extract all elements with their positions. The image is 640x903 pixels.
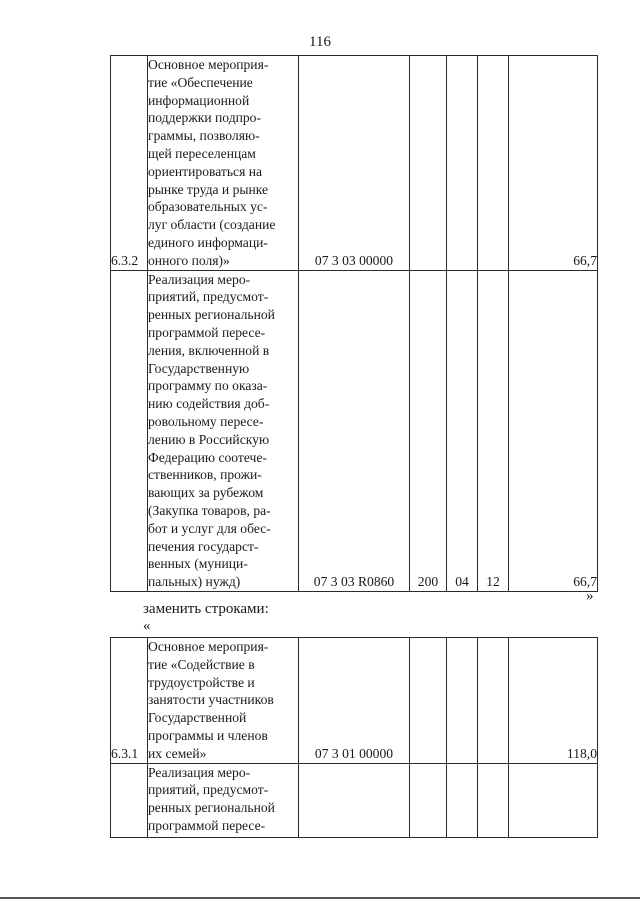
row-code: 07 3 03 R0860 xyxy=(299,270,410,591)
footer-rule xyxy=(0,897,640,899)
row-name xyxy=(148,638,299,764)
row-name-line: рынке труда и рынке xyxy=(148,181,269,197)
budget-table-original xyxy=(110,55,598,592)
table-row xyxy=(111,270,598,591)
row-code xyxy=(299,763,410,837)
table-row xyxy=(111,763,598,837)
row-expense-type xyxy=(410,638,447,764)
budget-table-replacement xyxy=(110,637,598,838)
row-name-line: Государственной xyxy=(148,710,247,726)
row-name-line: приятий, предусмот- xyxy=(148,782,269,798)
row-number xyxy=(111,763,148,837)
row-name-line: Государственную xyxy=(148,360,250,376)
opening-quote: « xyxy=(143,618,151,634)
row-number xyxy=(111,270,148,591)
row-name-line: пальных) нужд) xyxy=(148,574,241,590)
row-name-line: Федерацию соотече- xyxy=(148,449,267,465)
row-expense-type: 200 xyxy=(410,270,447,591)
row-name-line: ориентироваться на xyxy=(148,163,263,179)
row-name-line: приятий, предусмот- xyxy=(148,289,269,305)
row-name-line: луг области (создание xyxy=(148,217,276,233)
row-code: 07 3 03 00000 xyxy=(299,56,410,271)
row-subsection xyxy=(478,56,509,271)
row-name-line: тие «Содействие в xyxy=(148,656,255,672)
table-row xyxy=(111,638,598,764)
row-number: 6.3.1 xyxy=(111,638,148,764)
table-row xyxy=(111,56,598,271)
row-name-line: венных (муници- xyxy=(148,556,248,572)
replace-instruction: заменить строками: xyxy=(143,601,269,617)
row-expense-type xyxy=(410,56,447,271)
row-name-line: единого информаци- xyxy=(148,234,268,250)
row-sum: 66,7 xyxy=(509,56,598,271)
row-sum xyxy=(509,763,598,837)
row-number: 6.3.2 xyxy=(111,56,148,271)
row-name-line: ровольному пересе- xyxy=(148,413,264,429)
row-name-line: Основное мероприя- xyxy=(148,639,269,654)
row-name-line: лению в Российскую xyxy=(148,431,270,447)
row-name-line: нию содействия доб- xyxy=(148,396,270,412)
row-name-line: щей переселенцам xyxy=(148,145,256,161)
row-name-line: ренных региональной xyxy=(148,800,275,816)
row-name-line: занятости участников xyxy=(148,692,274,708)
page-number: 116 xyxy=(309,34,331,50)
row-name-line: Реализация меро- xyxy=(148,271,251,287)
row-name-line: ственников, прожи- xyxy=(148,467,262,483)
row-name-line: образовательных ус- xyxy=(148,199,268,215)
row-name-line: поддержки подпро- xyxy=(148,110,262,126)
row-name-line: информационной xyxy=(148,92,250,108)
row-subsection xyxy=(478,638,509,764)
row-section xyxy=(447,638,478,764)
row-name-line: тие «Обеспечение xyxy=(148,74,253,90)
row-section xyxy=(447,56,478,271)
row-sum: 118,0 xyxy=(509,638,598,764)
row-name-line: ренных региональной xyxy=(148,307,275,323)
row-name-line: бот и услуг для обес- xyxy=(148,520,271,536)
row-name-line: Реализация меро- xyxy=(148,764,251,780)
row-section: 04 xyxy=(447,270,478,591)
row-name-line: ления, включенной в xyxy=(148,342,270,358)
row-name-line: вающих за рубежом xyxy=(148,485,264,501)
row-name-line: программу по оказа- xyxy=(148,378,268,394)
row-sum: 66,7 xyxy=(509,270,598,591)
row-code: 07 3 01 00000 xyxy=(299,638,410,764)
row-subsection xyxy=(478,763,509,837)
row-section xyxy=(447,763,478,837)
row-name-line: граммы, позволяю- xyxy=(148,128,260,144)
row-name-line: программой пересе- xyxy=(148,817,266,833)
closing-quote: » xyxy=(586,588,594,604)
row-name-line: программой пересе- xyxy=(148,324,266,340)
row-name-line: Основное мероприя- xyxy=(148,57,269,72)
row-expense-type xyxy=(410,763,447,837)
row-name-line: печения государст- xyxy=(148,538,259,554)
row-name xyxy=(148,56,299,271)
row-name xyxy=(148,270,299,591)
row-name-line: программы и членов xyxy=(148,727,268,743)
row-subsection: 12 xyxy=(478,270,509,591)
row-name-line: (Закупка товаров, ра- xyxy=(148,502,271,518)
row-name xyxy=(148,763,299,837)
row-name-line: трудоустройстве и xyxy=(148,674,255,690)
row-name-line: онного поля)» xyxy=(148,252,230,268)
row-name-line: их семей» xyxy=(148,745,207,761)
